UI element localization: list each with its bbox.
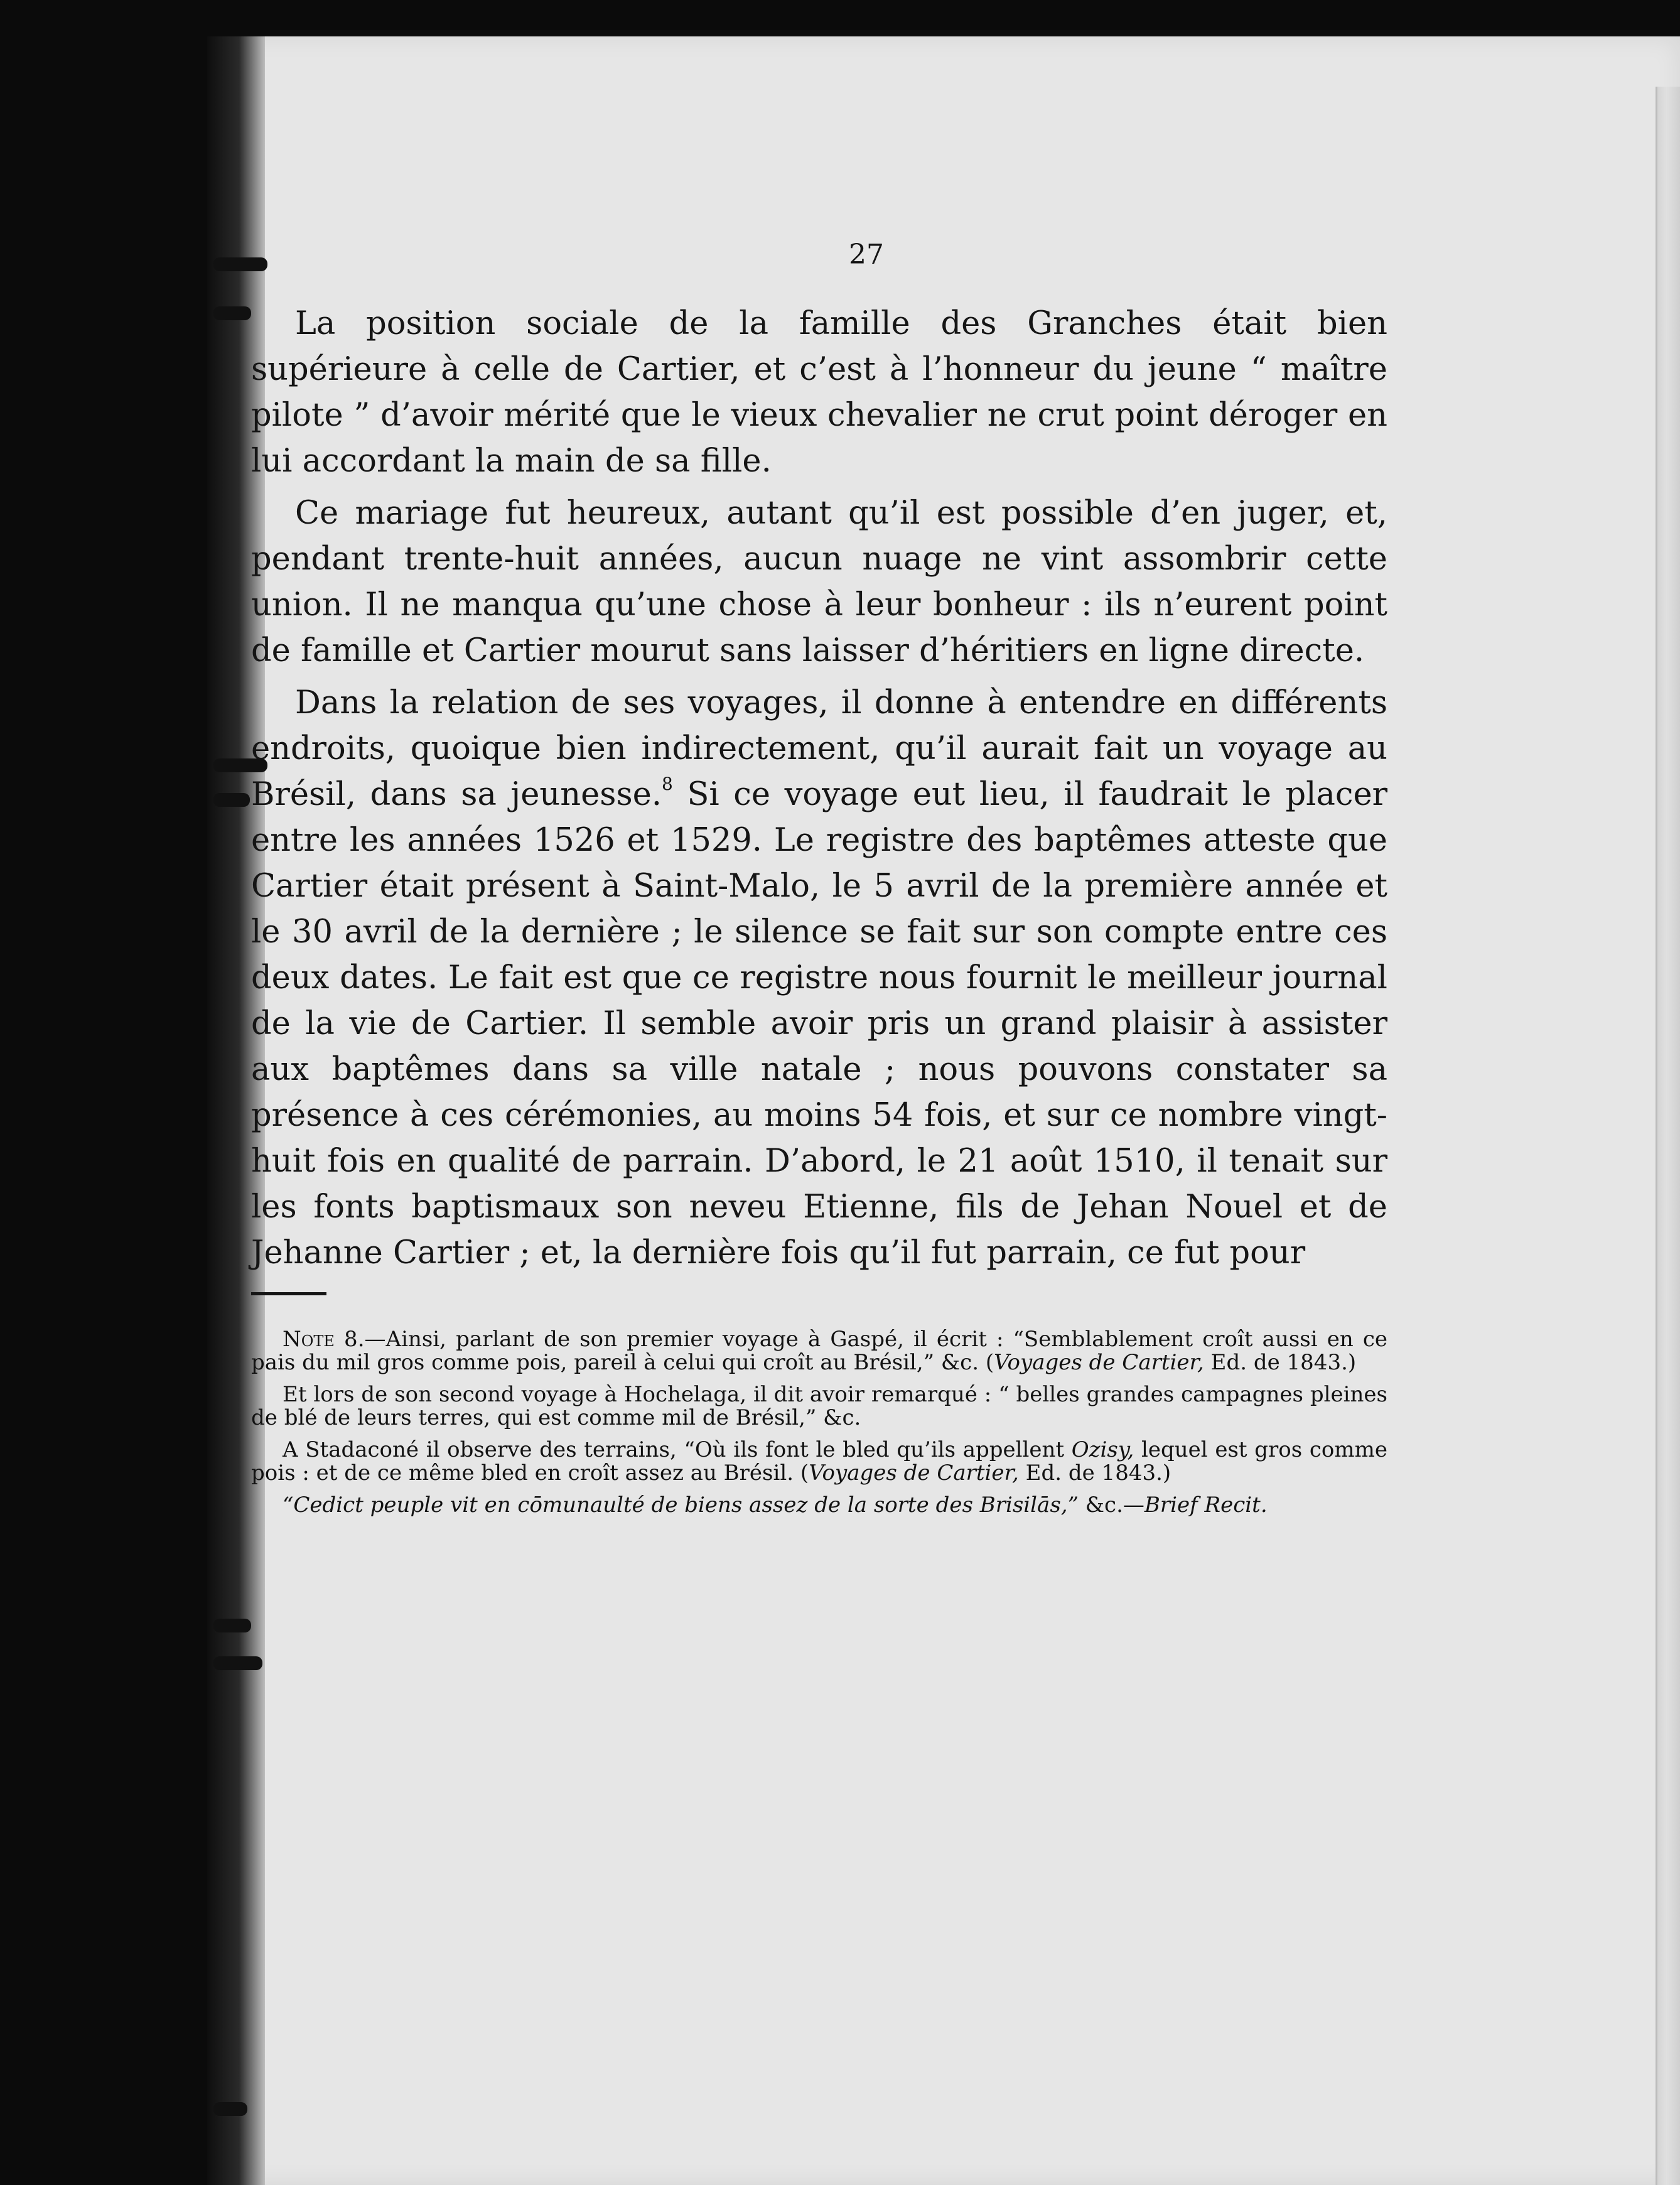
footnote-label: 8.— [334, 1327, 386, 1352]
body-paragraph: La position sociale de la famille des Granches était bien supérieure à celle de Cartier, et c’est à l’honneur du jeune “ maître pilote ” d’avoir mérité que le vieux chevalier ne crut point déroger en lui accordant la main de sa fille. [251, 305, 1387, 480]
footnote-text: Et lors de son second voyage à Hochelaga, il dit avoir remarqué : “ belles grandes campagnes pleines de blé de leurs terres, qui est comme mil de Brésil,” &c. [251, 1382, 1387, 1430]
footnote-term: Ozisy, [1071, 1437, 1134, 1462]
footnote-text: lequel est gros comme pois : et de ce même bled en croît assez au Brésil. ( [251, 1437, 1387, 1486]
footnote-reference: 8 [662, 774, 673, 794]
footnote-text: A Stadaconé il observe des terrains, “Où ils font le bled qu’ils appellent [283, 1437, 1072, 1462]
binding-stitch [213, 306, 251, 320]
footnote-citation: Voyages de Cartier, [994, 1350, 1204, 1375]
footnote [251, 1383, 1387, 1430]
footnotes [251, 1328, 1387, 1517]
footnote-text: Ainsi, parlant de son premier voyage à Gaspé, il écrit : “Semblablement croît aussi en ce pais du mil gros comme pois, pareil à celui qui croît au Brésil,” &c. ( [251, 1327, 1388, 1375]
footnote-citation: Voyages de Cartier, [809, 1460, 1019, 1486]
paragraph-text: Dans la relation de ses voyages, il donne à entendre en différents endroits, quoique bien indirectement, qu’il aurait fait un voyage au Brésil, dans sa jeunesse. [251, 684, 1387, 813]
footnote [251, 1438, 1387, 1485]
binding-stitch [213, 1619, 251, 1632]
body-paragraph [251, 680, 1387, 1276]
binding-stitch [213, 1656, 262, 1670]
binding-stitch [213, 2102, 247, 2116]
page-number: 27 [849, 239, 884, 271]
footnote-text: Ed. de 1843.) [1018, 1460, 1171, 1486]
footnote-quote: “Cedict peuple vit en cōmunaulté de biens assez de la sorte des Brisilās,” [283, 1492, 1079, 1518]
footnote-text: Ed. de 1843.) [1203, 1350, 1357, 1375]
body-paragraph: Ce mariage fut heureux, autant qu’il est possible d’en juger, et, pendant trente-huit années, aucun nuage ne vint assombrir cette union. Il ne manqua qu’une chose à leur bonheur : ils n’eurent point de famille et Cartier mourut sans laisser d’héritiers en ligne directe. [251, 495, 1387, 669]
binding-stitch [213, 793, 250, 807]
footnote [251, 1328, 1387, 1374]
footnote [251, 1494, 1387, 1517]
page-content [251, 239, 1387, 1526]
footnote-divider [251, 1292, 326, 1295]
page-edge [1656, 87, 1680, 2185]
footnote-citation: Brief Recit. [1144, 1492, 1268, 1518]
footnote-label: Note [283, 1327, 335, 1352]
paragraph-text: Si ce voyage eut lieu, il faudrait le placer entre les années 1526 et 1529. Le registre des baptêmes atteste que Cartier était présent à Saint-Malo, le 5 avril de la première année et le 30 avril de la dernière ; le silence se fait sur son compte entre ces deux dates. Le fait est que ce registre nous fournit le meilleur journal de la vie de Cartier. Il semble avoir pris un grand plaisir à assister aux baptêmes dans sa ville natale ; nous pouvons constater sa présence à ces cérémonies, au moins 54 fois, et sur ce nombre vingt-huit fois en qualité de parrain. D’abord, le 21 août 1510, il tenait sur les fonts baptismaux son neveu Etienne, fils de Jehan Nouel et de Jehanne Cartier ; et, la dernière fois qu’il fut parrain, ce fut pour [251, 776, 1388, 1271]
footnote-text: &c.— [1078, 1492, 1144, 1518]
